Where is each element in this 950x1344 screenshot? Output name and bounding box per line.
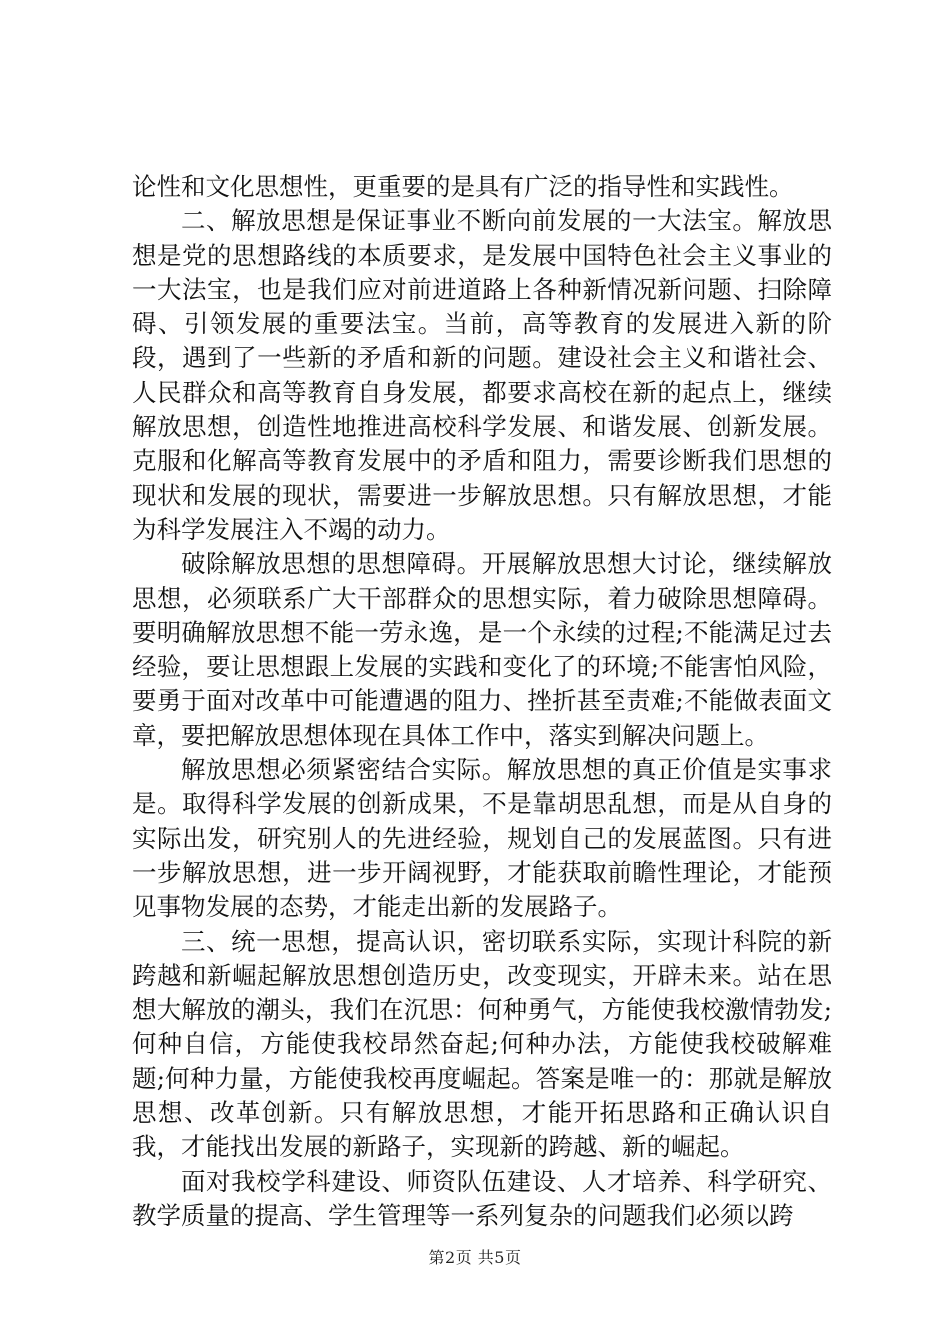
paragraph-combine-practice: 解放思想必须紧密结合实际。解放思想的真正价值是实事求是。取得科学发展的创新成果，不是靠胡思乱想，而是从自身的实际出发，研究别人的先进经验，规划自己的发展蓝图。只有进一步解放思想，进一步开阔视野，才能获取前瞻性理论，才能预见事物发展的态势，才能走出新的发展路子。 — [132, 755, 832, 922]
paragraph-section-three: 三、统一思想，提高认识，密切联系实际，实现计科院的新跨越和新崛起解放思想创造历史，改变现实，开辟未来。站在思想大解放的潮头，我们在沉思：何种勇气，方能使我校激情勃发;何种自信，方能使我校昂然奋起;何种办法，方能使我校破解难题;何种力量，方能使我校再度崛起。答案是唯一的：那就是解放思想、改革创新。只有解放思想，才能开拓思路和正确认识自我，才能找出发展的新路子，实现新的跨越、新的崛起。 — [132, 926, 832, 1162]
document-body — [132, 170, 832, 1233]
paragraph-remove-obstacles: 破除解放思想的思想障碍。开展解放思想大讨论，继续解放思想，必须联系广大干部群众的思想实际，着力破除思想障碍。要明确解放思想不能一劳永逸，是一个永续的过程;不能满足过去经验，要让思想跟上发展的实践和变化了的环境;不能害怕风险，要勇于面对改革中可能遭遇的阻力、挫折甚至责难;不能做表面文章，要把解放思想体现在具体工作中，落实到解决问题上。 — [132, 549, 832, 750]
paragraph-continuation: 论性和文化思想性，更重要的是具有广泛的指导性和实践性。 — [132, 172, 794, 201]
page-number-footer: 第2页 共5页 — [428, 1248, 522, 1267]
paragraph-facing-issues: 面对我校学科建设、师资队伍建设、人才培养、科学研究、教学质量的提高、学生管理等一系列复杂的问题我们必须以跨 — [132, 1166, 832, 1230]
paragraph-section-two: 二、解放思想是保证事业不断向前发展的一大法宝。解放思想是党的思想路线的本质要求，是发展中国特色社会主义事业的一大法宝，也是我们应对前进道路上各种新情况新问题、扫除障碍、引领发展的重要法宝。当前，高等教育的发展进入新的阶段，遇到了一些新的矛盾和新的问题。建设社会主义和谐社会、人民群众和高等教育自身发展，都要求高校在新的起点上，继续解放思想，创造性地推进高校科学发展、和谐发展、创新发展。克服和化解高等教育发展中的矛盾和阻力，需要诊断我们思想的现状和发展的现状，需要进一步解放思想。只有解放思想，才能为科学发展注入不竭的动力。 — [132, 206, 832, 544]
